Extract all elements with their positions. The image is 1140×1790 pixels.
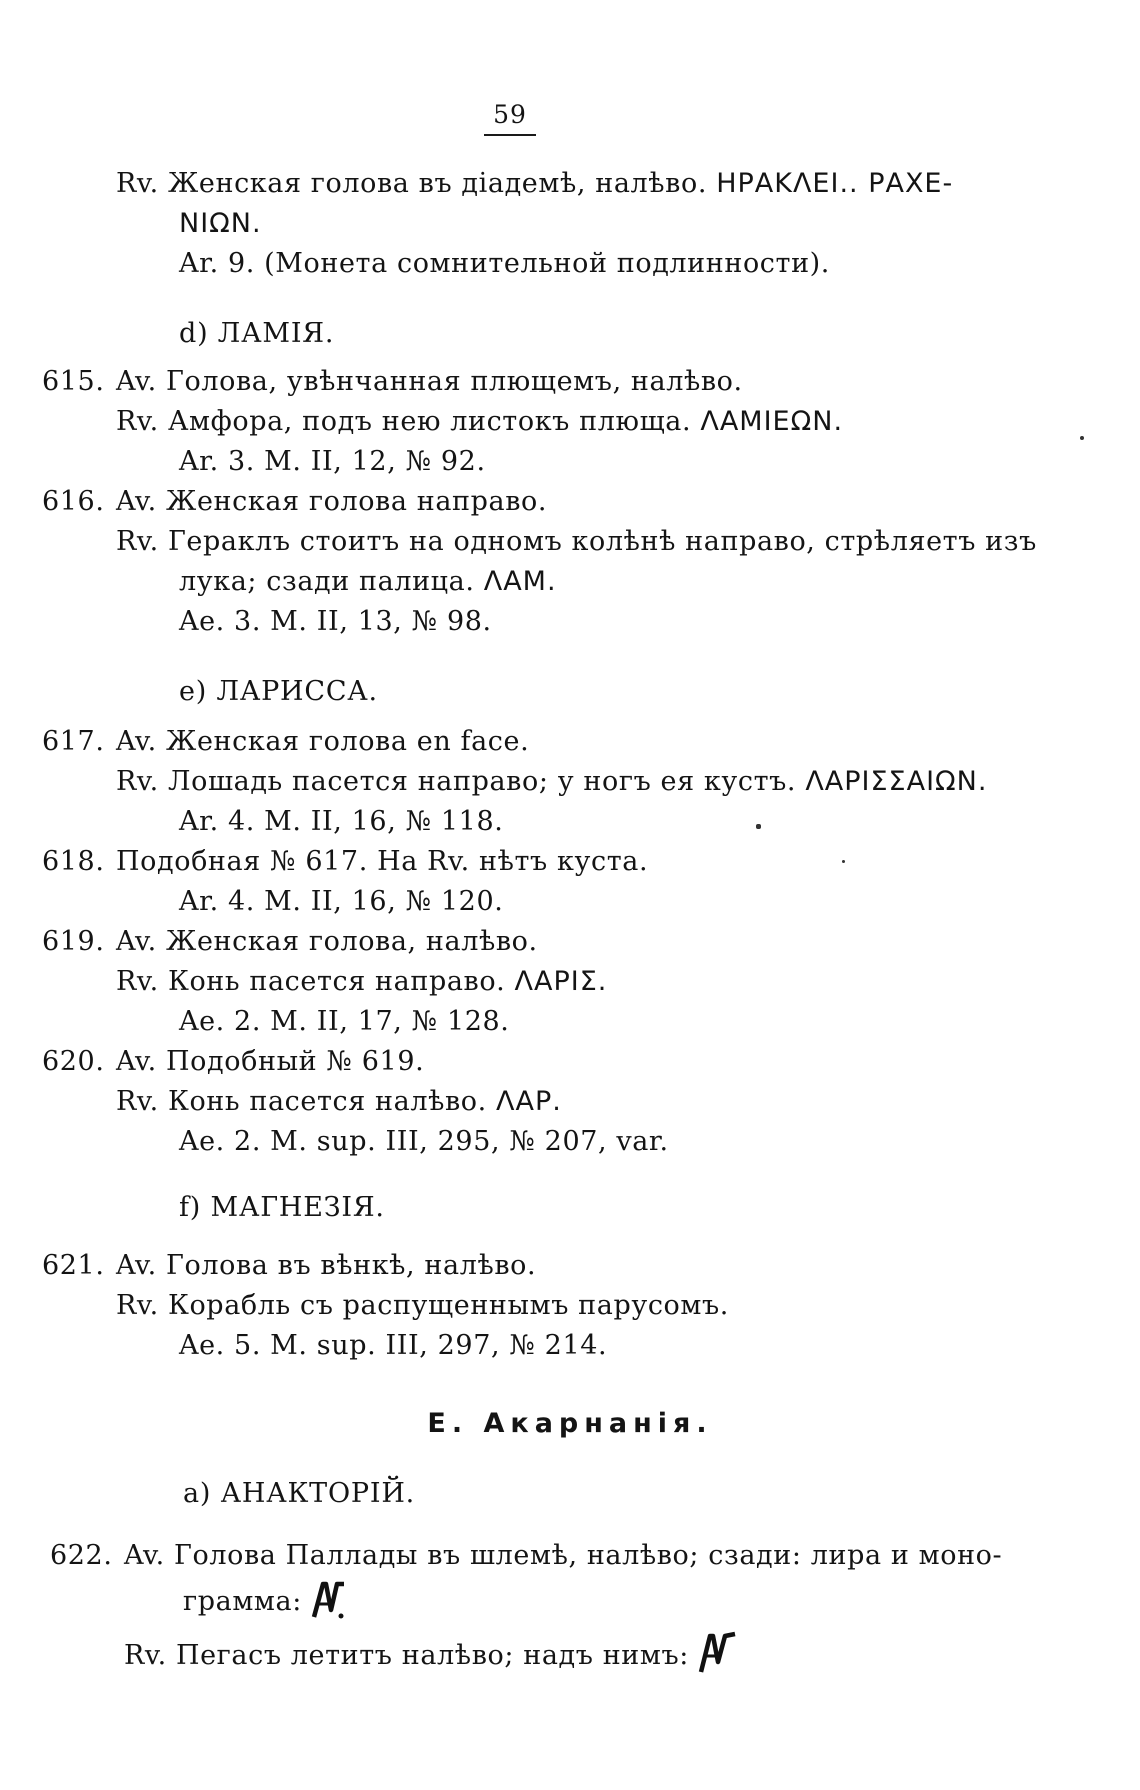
av-description: Женская голова, налѣво.: [166, 926, 538, 957]
rv-legend: ΛΑΡΙΣΣΑΙΩΝ.: [805, 766, 988, 797]
rv-description-cont: лука; сзади палица.: [179, 566, 475, 597]
prev-rv-legend-cont: ΝΙΩΝ.: [179, 208, 262, 239]
entry-620-av: [116, 1046, 424, 1077]
rv-label: Rv.: [124, 1640, 167, 1671]
entry-617-rv: [116, 766, 987, 797]
entry-615-ref: Ar. 3. M. II, 12, № 92.: [179, 446, 486, 477]
prev-ref: Ar. 9. (Монета сомнительной подлинности).: [179, 248, 830, 279]
rv-legend: ΛΑΡ.: [496, 1086, 562, 1117]
entry-number-616: 616.: [42, 486, 105, 517]
entry-number-617: 617.: [42, 726, 105, 757]
entry-621-ref: Ae. 5. M. sup. III, 297, № 214.: [179, 1330, 608, 1361]
entry-618-text: Подобная № 617. На Rv. нѣтъ куста.: [116, 846, 649, 877]
av-label: Av.: [116, 926, 157, 957]
rv-legend: ΛΑΜΙΕΩΝ.: [700, 406, 844, 437]
entry-619-ref: Ae. 2. M. II, 17, № 128.: [179, 1006, 510, 1037]
entry-615-av: [116, 366, 743, 397]
av-description-cont: грамма:: [183, 1586, 302, 1617]
entry-621-rv: [116, 1290, 729, 1321]
rv-description: Корабль съ распущеннымъ парусомъ.: [167, 1290, 729, 1321]
av-description: Женская голова en face.: [166, 726, 530, 757]
entry-615-rv: [116, 406, 843, 437]
entry-617-av: [116, 726, 529, 757]
av-description: Голова Паллады въ шлемѣ, налѣво; сзади: лира и моно-: [174, 1540, 1003, 1571]
rv-legend: ΛΑΡΙΣ.: [514, 966, 608, 997]
av-description: Подобный № 619.: [166, 1046, 425, 1077]
section-lamia: d) ЛАМІЯ.: [179, 318, 335, 349]
rv-label: Rv.: [116, 406, 159, 437]
rv-description: Женская голова въ діадемѣ, налѣво.: [167, 168, 707, 199]
av-label: Av.: [116, 726, 157, 757]
entry-number-622: 622.: [50, 1540, 113, 1571]
print-speck: [842, 860, 845, 863]
rv-description: Амфора, подъ нею листокъ плюща.: [167, 406, 692, 437]
entry-620-rv: [116, 1086, 562, 1117]
section-larissa: e) ЛАРИССА.: [179, 676, 378, 707]
entry-number-619: 619.: [42, 926, 105, 957]
entry-616-rv: [116, 526, 1037, 557]
monogram-icon: [311, 1580, 347, 1627]
rv-description: Конь пасется направо.: [167, 966, 506, 997]
av-description: Голова въ вѣнкѣ, налѣво.: [166, 1250, 537, 1281]
entry-622-av-cont: [183, 1580, 347, 1627]
entry-619-rv: [116, 966, 607, 997]
av-label: Av.: [116, 1046, 157, 1077]
monogram-icon: [698, 1630, 738, 1681]
entry-number-620: 620.: [42, 1046, 105, 1077]
rv-description: Конь пасется налѣво.: [167, 1086, 487, 1117]
entry-616-av: [116, 486, 547, 517]
rv-legend: ΛΑΜ.: [483, 566, 557, 597]
entry-619-av: [116, 926, 538, 957]
entry-616-ref: Ae. 3. M. II, 13, № 98.: [179, 606, 492, 637]
entry-621-av: [116, 1250, 536, 1281]
rv-description: Пегасъ летитъ налѣво; надъ нимъ:: [175, 1640, 689, 1671]
rv-label: Rv.: [116, 168, 159, 199]
section-magnesia: f) МАГНЕЗІЯ.: [179, 1192, 385, 1223]
region-heading: E. Акарнанія.: [427, 1408, 713, 1439]
av-label: Av.: [124, 1540, 165, 1571]
page-number-rule: [484, 134, 536, 136]
rv-label: Rv.: [116, 1086, 159, 1117]
entry-number-615: 615.: [42, 366, 105, 397]
av-label: Av.: [116, 1250, 157, 1281]
rv-legend: ΗΡΑΚΛΕΙ.. ΡΑΧΕ-: [716, 168, 954, 199]
entry-number-621: 621.: [42, 1250, 105, 1281]
entry-616-rv-cont: [179, 566, 557, 597]
rv-label: Rv.: [116, 1290, 159, 1321]
section-anaktorion: a) АНАКТОРІЙ.: [183, 1478, 416, 1509]
entry-622-av: [124, 1540, 1002, 1571]
page-number: 59: [493, 100, 527, 129]
entry-618-ref: Ar. 4. M. II, 16, № 120.: [179, 886, 504, 917]
rv-label: Rv.: [116, 966, 159, 997]
prev-rv-line: [116, 168, 953, 199]
rv-label: Rv.: [116, 526, 159, 557]
rv-description: Гераклъ стоитъ на одномъ колѣнѣ направо, стрѣляетъ изъ: [167, 526, 1037, 557]
entry-620-ref: Ae. 2. M. sup. III, 295, № 207, var.: [179, 1126, 669, 1157]
av-label: Av.: [116, 366, 157, 397]
print-speck: [1080, 436, 1084, 440]
entry-number-618: 618.: [42, 846, 105, 877]
rv-label: Rv.: [116, 766, 159, 797]
rv-description: Лошадь пасется направо; у ногъ ея кустъ.: [167, 766, 797, 797]
av-label: Av.: [116, 486, 157, 517]
print-speck: [756, 824, 761, 829]
av-description: Голова, увѣнчанная плющемъ, налѣво.: [166, 366, 743, 397]
entry-622-rv: [124, 1630, 738, 1681]
entry-617-ref: Ar. 4. M. II, 16, № 118.: [179, 806, 504, 837]
av-description: Женская голова направо.: [166, 486, 548, 517]
